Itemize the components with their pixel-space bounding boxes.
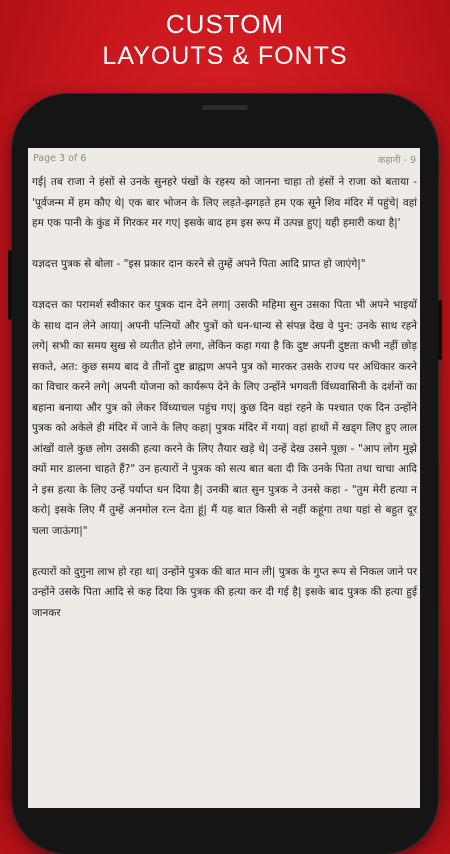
- headline-line-1: CUSTOM: [165, 9, 285, 39]
- story-paragraph: यज्ञदत्त पुत्रक से बोला - "इस प्रकार दान करने से तुम्हें अपने पिता आदि प्राप्त हो जाएंगे|": [32, 258, 366, 270]
- volume-button: [8, 250, 12, 320]
- headline-line-2: LAYOUTS & FONTS: [102, 42, 348, 70]
- story-paragraph: हत्यारों को दुगुना लाभ हो रहा था| उन्होंने पुत्रक की बात मान ली| पुत्रक के गुप्त रूप से निकल जाने पर उन्होंने उसके पिता आदि से कह दिया कि पुत्रक की हत्या कर दी गई है| इसके बाद पुत्रक की हत्या हुई जानकर: [32, 565, 417, 619]
- reader-status-bar: [28, 148, 420, 170]
- reader-screen[interactable]: [28, 148, 420, 808]
- promo-headline: [0, 8, 450, 72]
- power-button: [438, 300, 442, 360]
- page-indicator: Page 3 of 6: [33, 153, 87, 164]
- phone-speaker: [202, 105, 248, 110]
- story-text[interactable]: [32, 172, 417, 644]
- story-paragraph: यज्ञदत्त का परामर्श स्वीकार कर पुत्रक दान देने लगा| उसकी महिमा सुन उसका पिता भी अपने भाइयों के साथ दान लेने आया| अपनी पत्नियों और पुत्रों को धन-धान्य से संपन्न देख वे पुन: उनके साथ रहने लगे| सभी का समय सुख से व्यतीत होने लगा, लेकिन कहा गया है कि दुष्ट अपनी दुष्टता कभी नहीं छोड़ सकते, अत: कुछ समय बाद वे तीनों दुष्ट ब्राह्मण अपने पुत्र को मारकर उसके राज्य पर अधिकार करने का विचार करने लगे| अपनी योजना को कार्यरूप देने के लिए उन्होंने भगवती विंध्यवासिनी के दर्शनों का बहाना बनाया और पुत्र को लेकर विंध्याचल पहुंच गए| कुछ दिन वहां रहने के पश्चात एक दिन उन्होंने पुत्रक को अकेले ही मंदिर में जाने के लिए कहा| पुत्रक मंदिर में गया| वहां हाथों में खड्ग लिए हुए लाल आंखों वाले कुछ लोग उसकी हत्या करने के लिए तैयार खड़े थे| उन्हें देख उसने पूछा - "आप लोग मुझे क्यों मार डालना चाहते हैं?" उन हत्यारों ने पुत्रक को सत्य बात बता दी कि उनके पिता तथा चाचा आदि ने इस हत्या के लिए उन्हें पर्याप्त धन दिया है| उनकी बात सुन पुत्रक ने उनसे कहा - "तुम मेरी हत्या न करो| इसके लिए मैं तुम्हें अनमोल रत्न देता हूं| मैं यह बात किसी से नहीं कहूंगा तथा यहां से बहुत दूर चला जाऊंगा|": [32, 299, 417, 537]
- chapter-indicator: कहानी - 9: [377, 155, 416, 166]
- story-paragraph: गई| तब राजा ने हंसों से उनके सुनहरे पंखों के रहस्य को जानना चाहा तो हंसों ने राजा को बताया - 'पूर्वजन्म में हम कौए थे| एक बार भोजन के लिए लड़ते-झगड़ते हम एक सूने शिव मंदिर में पहुंचे| वहां हम एक पानी के कुंड में गिरकर मर गए| इसके बाद हम इस रूप में उत्पन्न हुए| यही हमारी कथा है|': [32, 176, 417, 229]
